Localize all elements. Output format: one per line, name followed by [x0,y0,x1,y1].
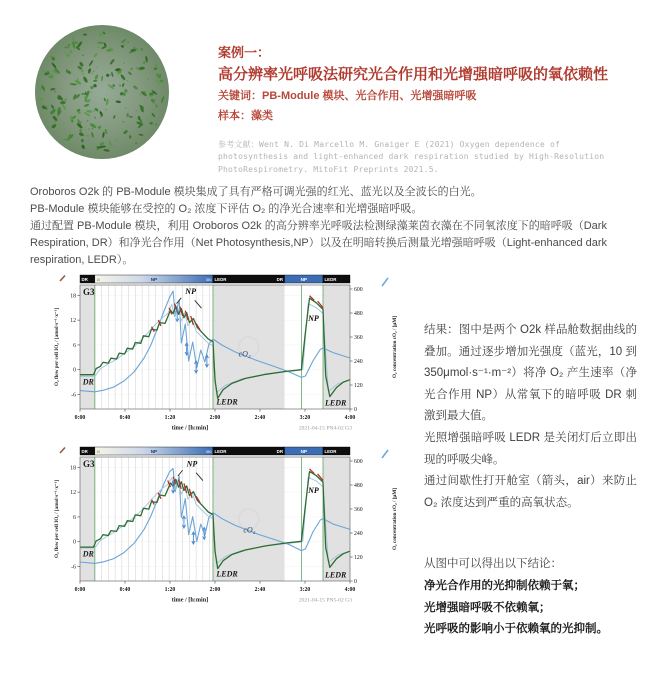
x-axis-title: time / [h:min] [171,424,209,432]
left-axis-title: O₂ flow per cell IO₂ / [amol·s⁻¹·x⁻¹] [54,480,60,558]
x-tick-label: 3:20 [299,415,311,421]
results-paragraph-2: 光照增强暗呼吸 LEDR 是关闭灯后立即出现的呼吸尖峰。 [424,432,637,466]
left-tick-label: 6 [73,514,76,521]
right-tick-label: 480 [354,311,363,317]
left-axis-title: O₂ flow per cell IO₂ / [amol·s⁻¹·x⁻¹] [54,308,60,386]
intro-paragraph-1: Oroboros O2k 的 PB-Module 模块集成了具有严格可调光强的红光、蓝光以及全波长的白光。 [30,186,482,198]
right-tick-label: 600 [354,459,363,465]
chart-annotation-ledr: LEDR [216,397,238,407]
right-tick-label: 240 [354,359,363,365]
chart-annotation-np: NP [308,485,319,495]
right-axis-title: O₂ concentration cO₂ / [μM] [392,488,398,550]
x-tick-label: 1:20 [164,587,176,593]
left-axis-color-key-icon [60,448,65,454]
x-tick-label: 0:40 [119,415,131,421]
right-tick-label: 600 [354,287,363,293]
protocol-label: LEDR [324,449,337,455]
x-tick-label: 2:00 [209,587,221,593]
right-axis-color-key-icon [382,278,388,286]
light-intensity-start: 10 [96,278,101,282]
intro-paragraph-3: 通过配置 PB-Module 模块，利用 Oroboros O2k 的高分辨率光呼吸法检测绿藻莱茵衣藻在不同氧浓度下的暗呼吸（Dark Respiration, DR）和净光合作用（Net Photosynthesis,NP）以及在明暗转换后测量光增强暗呼吸（Light-enhanced dark respiration, LEDR）。 [30,220,608,267]
chart-annotation-np: NP [186,459,198,469]
chart-annotation-np: NP [308,313,319,323]
right-axis-color-key-icon [382,450,388,458]
conclusion-intro: 从图中可以得出以下结论： [424,558,562,571]
protocol-label: DR [81,277,88,283]
chamber-label: G3 [83,287,95,297]
protocol-label: LEDR [324,277,337,283]
chart-datestamp: 2021-04-15 PN5-02 G3 [298,597,352,604]
x-tick-label: 4:00 [344,587,356,593]
o2k-trace-figure-bottom [50,444,402,613]
keywords-line: 关键词：PB-Module 模块、光合作用、光增强暗呼吸 [218,90,477,103]
chart-annotation-dr: DR [82,549,94,559]
x-tick-label: 2:00 [209,415,221,421]
right-axis-title: O₂ concentration cO₂ / [μM] [392,316,398,378]
protocol-label: NP [300,449,307,455]
conclusion-item-2: 光增强暗呼吸不依赖氧； [424,601,551,614]
right-tick-label: 0 [354,579,357,585]
results-paragraph-1: 结果：图中是两个 O2k 样品舱数据曲线的叠加。通过逐步增加光强度（蓝光，10 到 350μmol·s⁻¹·m⁻²）将净 O₂ 产生速率（净光合作用 NP）从常氧下的暗呼吸 DR 刺激到最大值。 [424,324,637,423]
o2k-trace-chart-pn5 [50,444,402,608]
chamber-label: G3 [83,459,95,469]
right-tick-label: 360 [354,507,363,513]
x-tick-label: 1:20 [164,415,176,421]
protocol-label: NP [300,277,307,283]
left-axis-color-key-icon [60,276,65,282]
protocol-label: DR [81,449,88,455]
x-tick-label: 2:40 [254,415,266,421]
chart-annotation-co₂: cO₂ [238,349,251,359]
chart-annotation-co₂: cO₂ [243,525,256,535]
left-tick-label: 0 [73,539,76,546]
chart-annotation-dr: DR [82,377,94,387]
left-tick-label: 18 [70,465,76,472]
header-block [218,44,638,176]
dark-phase-shading [323,457,350,581]
intro-paragraph-2: PB-Module 模块能够在受控的 O₂ 浓度下评估 O₂ 的净光合速率和光增强暗呼吸。 [30,203,423,216]
x-tick-label: 4:00 [344,415,356,421]
protocol-label: DR [276,449,284,455]
algae-microscopy-image [32,24,173,160]
right-tick-label: 480 [354,483,363,489]
right-tick-label: 0 [354,407,357,413]
conclusion-item-3: 光呼吸的影响小于依赖氧的光抑制。 [424,623,608,636]
x-tick-label: 0:40 [119,587,131,593]
protocol-label: NP [150,277,158,283]
chart-datestamp: 2021-04-15 PN4-02 G3 [298,425,352,432]
o2k-trace-chart-pn4 [50,272,402,436]
light-intensity-end: 350 [205,278,212,282]
conclusion-item-1: 净光合作用的光抑制依赖于氧； [424,580,585,593]
sample-line: 样本：藻类 [218,110,273,123]
o2k-trace-figure-top [50,272,402,441]
light-intensity-end: 350 [205,450,212,454]
x-tick-label: 3:20 [299,587,311,593]
chart-annotation-ledr: LEDR [216,569,238,579]
left-tick-label: -6 [71,392,76,399]
protocol-label: NP [150,449,158,455]
results-section [424,320,637,641]
dark-phase-shading [213,285,285,409]
chart-annotation-ledr: LEDR [325,570,347,580]
left-tick-label: 6 [73,342,76,349]
left-tick-label: -6 [71,564,76,571]
left-tick-label: 18 [70,293,76,300]
left-tick-label: 0 [73,367,76,374]
dark-phase-shading [323,285,350,409]
protocol-label: LEDR [214,277,227,283]
x-axis-title: time / [h:min] [171,596,209,604]
chart-annotation-ledr: LEDR [325,398,347,408]
right-tick-label: 120 [354,555,363,561]
left-tick-label: 12 [70,318,76,325]
reference-citation: 参考文献：Went N. Di Marcello M. Gnaiger E (2021) Oxygen dependence of photosynthesis and light-enhanced dark respiration studied by High-Resolution PhotoRespirometry. MitoFit Preprints 2021.5. [218,139,605,174]
article-title: 高分辨率光呼吸法研究光合作用和光增强暗呼吸的氧依赖性 [218,65,609,83]
protocol-label: DR [276,277,284,283]
case-label: 案例一： [218,45,271,60]
right-tick-label: 240 [354,531,363,537]
x-tick-label: 0:00 [74,587,86,593]
x-tick-label: 0:00 [74,415,86,421]
x-tick-label: 2:40 [254,587,266,593]
right-tick-label: 120 [354,383,363,389]
left-tick-label: 12 [70,490,76,497]
results-paragraph-3: 通过间歇性打开舱室（箭头，air）来防止 O₂ 浓度达到严重的高氧状态。 [424,475,637,509]
chart-annotation-np: NP [185,287,196,297]
right-tick-label: 360 [354,335,363,341]
protocol-label: LEDR [214,449,227,455]
light-intensity-start: 10 [96,450,101,454]
intro-section [30,184,630,269]
